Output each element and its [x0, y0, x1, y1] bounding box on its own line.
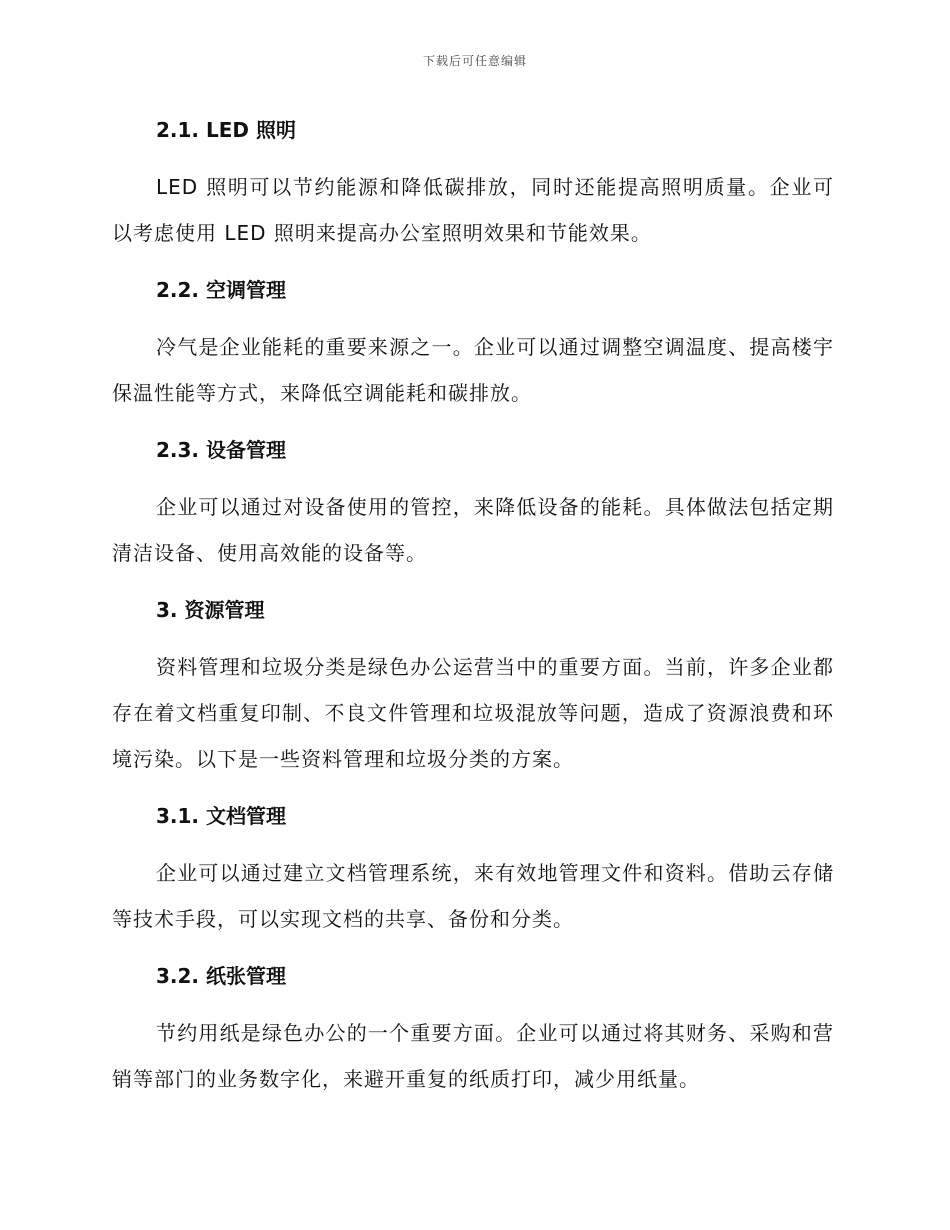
section-heading-2-2: 2.2. 空调管理 [156, 278, 286, 302]
section-paragraph-2-1: LED 照明可以节约能源和降低碳排放，同时还能提高照明质量。企业可以考虑使用 LED 照明来提高办公室照明效果和节能效果。 [112, 175, 834, 245]
section-heading-3: 3. 资源管理 [156, 598, 265, 622]
document-body [112, 110, 834, 1116]
section-paragraph-2-2: 冷气是企业能耗的重要来源之一。企业可以通过调整空调温度、提高楼宇保温性能等方式，来降低空调能耗和碳排放。 [112, 335, 834, 405]
section-heading-3-2: 3.2. 纸张管理 [156, 964, 286, 988]
section-heading-2-1: 2.1. LED 照明 [156, 118, 296, 142]
section-paragraph-3: 资料管理和垃圾分类是绿色办公运营当中的重要方面。当前，许多企业都存在着文档重复印制、不良文件管理和垃圾混放等问题，造成了资源浪费和环境污染。以下是一些资料管理和垃圾分类的方案。 [112, 655, 834, 771]
section-paragraph-3-2: 节约用纸是绿色办公的一个重要方面。企业可以通过将其财务、采购和营销等部门的业务数字化，来避开重复的纸质打印，减少用纸量。 [112, 1021, 834, 1091]
section-heading-2-3: 2.3. 设备管理 [156, 438, 286, 462]
page-header: 下载后可任意编辑 [422, 54, 527, 68]
section-paragraph-2-3: 企业可以通过对设备使用的管控，来降低设备的能耗。具体做法包括定期清洁设备、使用高效能的设备等。 [112, 495, 834, 565]
section-heading-3-1: 3.1. 文档管理 [156, 804, 286, 828]
section-paragraph-3-1: 企业可以通过建立文档管理系统，来有效地管理文件和资料。借助云存储等技术手段，可以实现文档的共享、备份和分类。 [112, 861, 834, 931]
